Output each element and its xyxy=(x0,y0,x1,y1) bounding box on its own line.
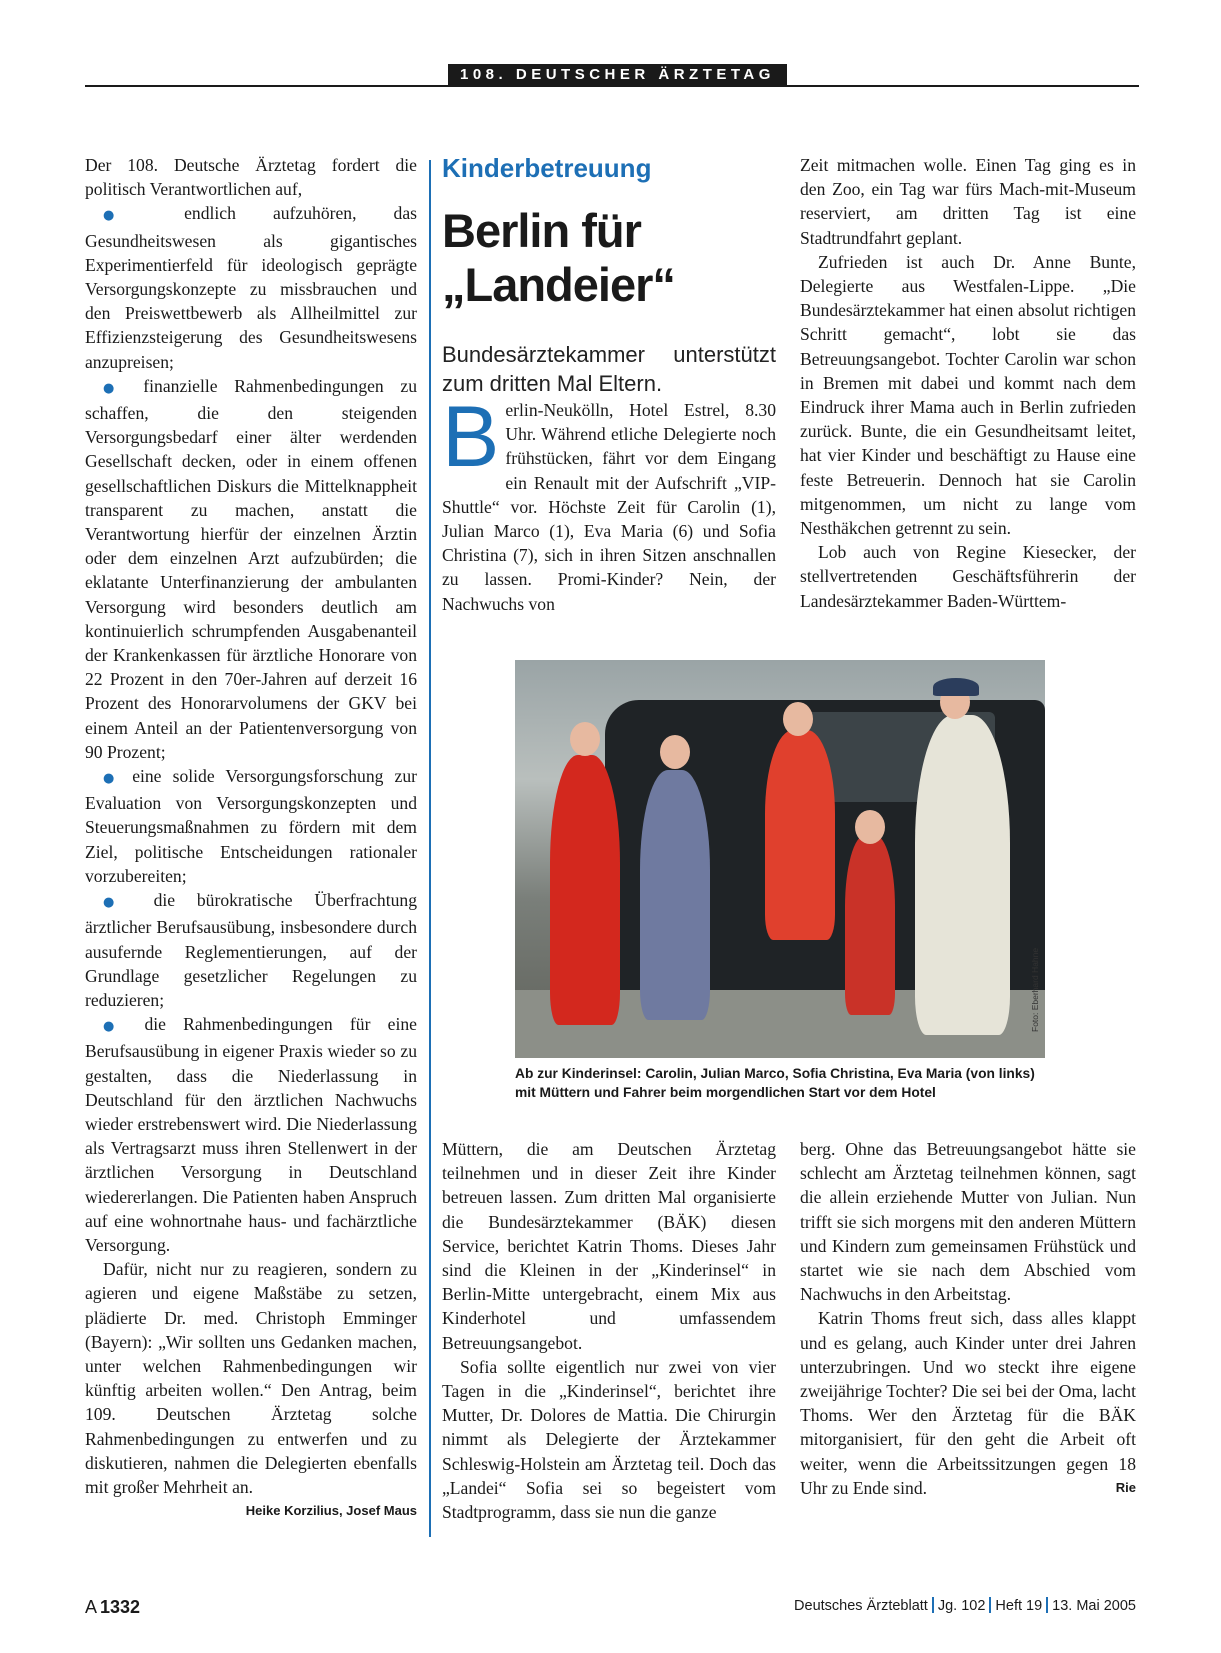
lead-paragraph: Berlin-Neukölln, Hotel Estrel, 8.30 Uhr. Während etliche Delegierte noch frühstücken, fährt vor dem Eingang ein Renault mit der Aufschrift „VIP-Shuttle“ vor. Höchste Zeit für Carolin (1), Julian Marco (1), Eva Maria (6) und Sofia Christina (7), sich in ihren Sitzen anschnallen zu lassen. Promi-Kinder? Nein, der Nachwuchs von xyxy=(442,389,776,614)
headline-line-1: Berlin für xyxy=(442,204,641,257)
separator xyxy=(989,1597,991,1613)
photo-caption: Ab zur Kinderinsel: Carolin, Julian Marco, Sofia Christina, Eva Maria (von links) mit Müttern und Fahrer beim morgendlichen Start vor dem Hotel xyxy=(515,1066,1035,1100)
demand-item-4: ● die bürokratische Überfrachtung ärztlicher Berufsausübung, insbesondere durch ausufernde Reglementierungen, auf der Grundlage gesetzlicher Regelungen zu reduzieren; xyxy=(85,890,417,1010)
demand-item-5: ● die Rahmenbedingungen für eine Berufsausübung in eigener Praxis wieder so zu gestalten, dass die Niederlassung in Deutschland für den ärztlichen Nachwuchs wieder erstrebenswert wird. Die Niederlassung als Vertragsarzt muss ihren Stellenwert in der ärztlichen Versorgung in Deutschland wiedererlangen. Die Patienten haben Anspruch auf eine wohnortnahe haus- und fachärztliche Versorgung. xyxy=(85,1014,417,1255)
photo-credit: Foto: Eberhard Hahne xyxy=(1030,947,1040,1032)
photo-person xyxy=(765,730,835,940)
photo-head xyxy=(660,735,690,769)
article-kicker: Kinderbetreuung xyxy=(442,153,652,183)
article-head-column xyxy=(442,152,776,616)
bullet-icon: ● xyxy=(103,771,122,787)
photo-person xyxy=(915,715,1010,1035)
closing-paragraph: Dafür, nicht nur zu reagieren, sondern zu agieren und eigene Maßstäbe zu setzen, plädierte Dr. med. Christoph Emminger (Bayern): „Wir sollten uns Gedanken machen, unter welchen Rahmenbedingungen wir künftig arbeiten wollen.“ Den Antrag, beim 109. Deutschen Ärztetag solche Rahmenbedingungen zu entwerfen und zu diskutieren, nahmen die Delegierten ebenfalls mit großer Mehrheit an. Heike Korzilius, Josef Maus xyxy=(85,1257,417,1499)
headline-line-2: „Landeier“ xyxy=(442,258,675,311)
column-right-bottom xyxy=(800,1137,1136,1500)
bullet-icon: ● xyxy=(103,208,148,224)
column-right-top xyxy=(800,153,1136,613)
journal-volume: Jg. 102 xyxy=(937,1598,986,1614)
bullet-icon: ● xyxy=(103,895,132,911)
journal-name: Deutsches Ärzteblatt xyxy=(794,1598,928,1614)
paragraph: Zufrieden ist auch Dr. Anne Bunte, Delegierte aus Westfalen-Lippe. „Die Bundesärztekammer hat einen absolut richtigen Schritt gemacht“, lobt sie das Betreuungsangebot. Tochter Carolin war schon in Bremen mit dabei und kommt nach dem Eindruck ihrer Mama auch in Berlin zufrieden zurück. Bunte, die ein Gesundheitsamt leitet, hat vier Kinder und beschäftigt zu Hause eine feste Betreuerin. Dennoch hat sie Carolin mitgenommen, um nicht zu lange vom Nesthäkchen getrennt zu sein. xyxy=(800,251,1136,539)
paragraph: berg. Ohne das Betreuungsangebot hätte sie schlecht am Ärztetag teilnehmen können, sagt die allein erziehende Mutter von Julian. Nun trifft sie sich morgens mit den anderen Müttern und Kindern zum gemeinsamen Frühstück und startet wie sie nach dem Abschied vom Nachwuchs in den Arbeitstag. xyxy=(800,1139,1136,1305)
page-number: A 1332 xyxy=(85,1597,141,1617)
article-headline xyxy=(442,204,776,312)
photo-person xyxy=(845,835,895,1015)
paragraph: Sofia sollte eigentlich nur zwei von vier Tagen in die „Kinderinsel“, berichtet ihre Mutter, Dr. Dolores de Mattia. Die Chirurgin nimmt als Delegierte der Ärztekammer Schleswig-Holstein am Ärztetag teil. Doch das „Landei“ Sofia sei so begeistert vom Stadtprogramm, dass sie nun die ganze xyxy=(442,1356,776,1523)
journal-citation xyxy=(794,1597,1136,1614)
photo-person xyxy=(550,755,620,1025)
journal-date: 13. Mai 2005 xyxy=(1052,1598,1136,1614)
column-left xyxy=(85,153,417,1523)
journal-issue: Heft 19 xyxy=(995,1598,1043,1614)
photo-hat xyxy=(933,678,979,696)
paragraph: Lob auch von Regine Kiesecker, der stellvertretenden Geschäftsführerin der Landesärztekammer Baden-Württem- xyxy=(800,542,1136,611)
demand-item-1: ● endlich aufzuhören, das Gesundheitswesen als gigantisches Experimentierfeld für ideologisch geprägte Versorgungskonzepte zu missbrauchen und den Preiswettbewerb als Allheilmittel zur Effizienzsteigerung des Gesundheitswesens anzupreisen; xyxy=(85,203,417,372)
bullet-icon: ● xyxy=(103,380,127,396)
bullet-icon: ● xyxy=(103,1019,128,1035)
column-middle-bottom xyxy=(442,1137,776,1524)
author-signature: Heike Korzilius, Josef Maus xyxy=(245,1503,417,1519)
paragraph: Müttern, die am Deutschen Ärztetag teilnehmen und in dieser Zeit ihre Kinder betreuen lassen. Zum dritten Mal organisierte die Bundesärztekammer (BÄK) diesen Service, berichtet Katrin Thoms. Dieses Jahr sind die Kleinen in der „Kinderinsel“ in Berlin-Mitte untergebracht, einem Mix aus Kinderhotel und umfassendem Betreuungsangebot. xyxy=(442,1139,776,1353)
drop-cap: B xyxy=(442,389,500,485)
separator xyxy=(932,1597,934,1613)
column-divider xyxy=(429,160,431,1537)
author-signature: Rie xyxy=(1115,1479,1136,1495)
separator xyxy=(1046,1597,1048,1613)
article-deck: Bundesärztekammer unterstützt zum dritten Mal Eltern. xyxy=(442,342,776,396)
paragraph: Katrin Thoms freut sich, dass alles klappt und es gelang, auch Kinder unter drei Jahren unterzubringen. Und wo steckt ihre eigene zweijährige Tochter? Die sei bei der Oma, lacht Thoms. Wer den Ärztetag für die BÄK mitorganisiert, für den geht die Arbeit oft weiter, wenn die Arbeitssitzungen gegen 18 Uhr zu Ende sind. Rie xyxy=(800,1306,1136,1500)
photo-head xyxy=(783,702,813,736)
demand-item-3: ● eine solide Versorgungsforschung zur Evaluation von Versorgungskonzepten und Steuerungsmaßnahmen zu fördern mit dem Ziel, politische Entscheidungen rationaler vorzubereiten; xyxy=(85,766,418,886)
article-photo xyxy=(515,660,1045,1058)
photo-head xyxy=(855,810,885,844)
photo-head xyxy=(570,722,600,756)
photo-person xyxy=(640,770,710,1020)
paragraph: Zeit mitmachen wolle. Einen Tag ging es in den Zoo, ein Tag war fürs Mach-mit-Museum reserviert, am dritten Tag ist eine Stadtrundfahrt geplant. xyxy=(800,155,1136,248)
intro-paragraph: Der 108. Deutsche Ärztetag fordert die politisch Verantwortlichen auf, xyxy=(85,155,417,200)
demand-item-2: ● finanzielle Rahmenbedingungen zu schaffen, die den steigenden Versorgungsbedarf einer älter werdenden Gesellschaft decken, oder in einem offenen gesellschaftlichen Diskurs die Mittelknappheit transparent zu machen, anstatt die Verantwortung hierfür der einzelnen Ärztin oder dem einzelnen Arzt aufzubürden; die eklatante Unterfinanzierung der ambulanten Versorgung wird besonders deutlich am kontinuierlich schrumpfenden Ausgabenanteil der Krankenkassen für ärztliche Honorare von 22 Prozent in den 70er-Jahren auf derzeit 16 Prozent des Honorarvolumens der GKV bei einem Anteil an der Patientenversorgung von 90 Prozent; xyxy=(85,375,417,762)
section-header: 108. DEUTSCHER ÄRZTETAG xyxy=(448,64,787,86)
